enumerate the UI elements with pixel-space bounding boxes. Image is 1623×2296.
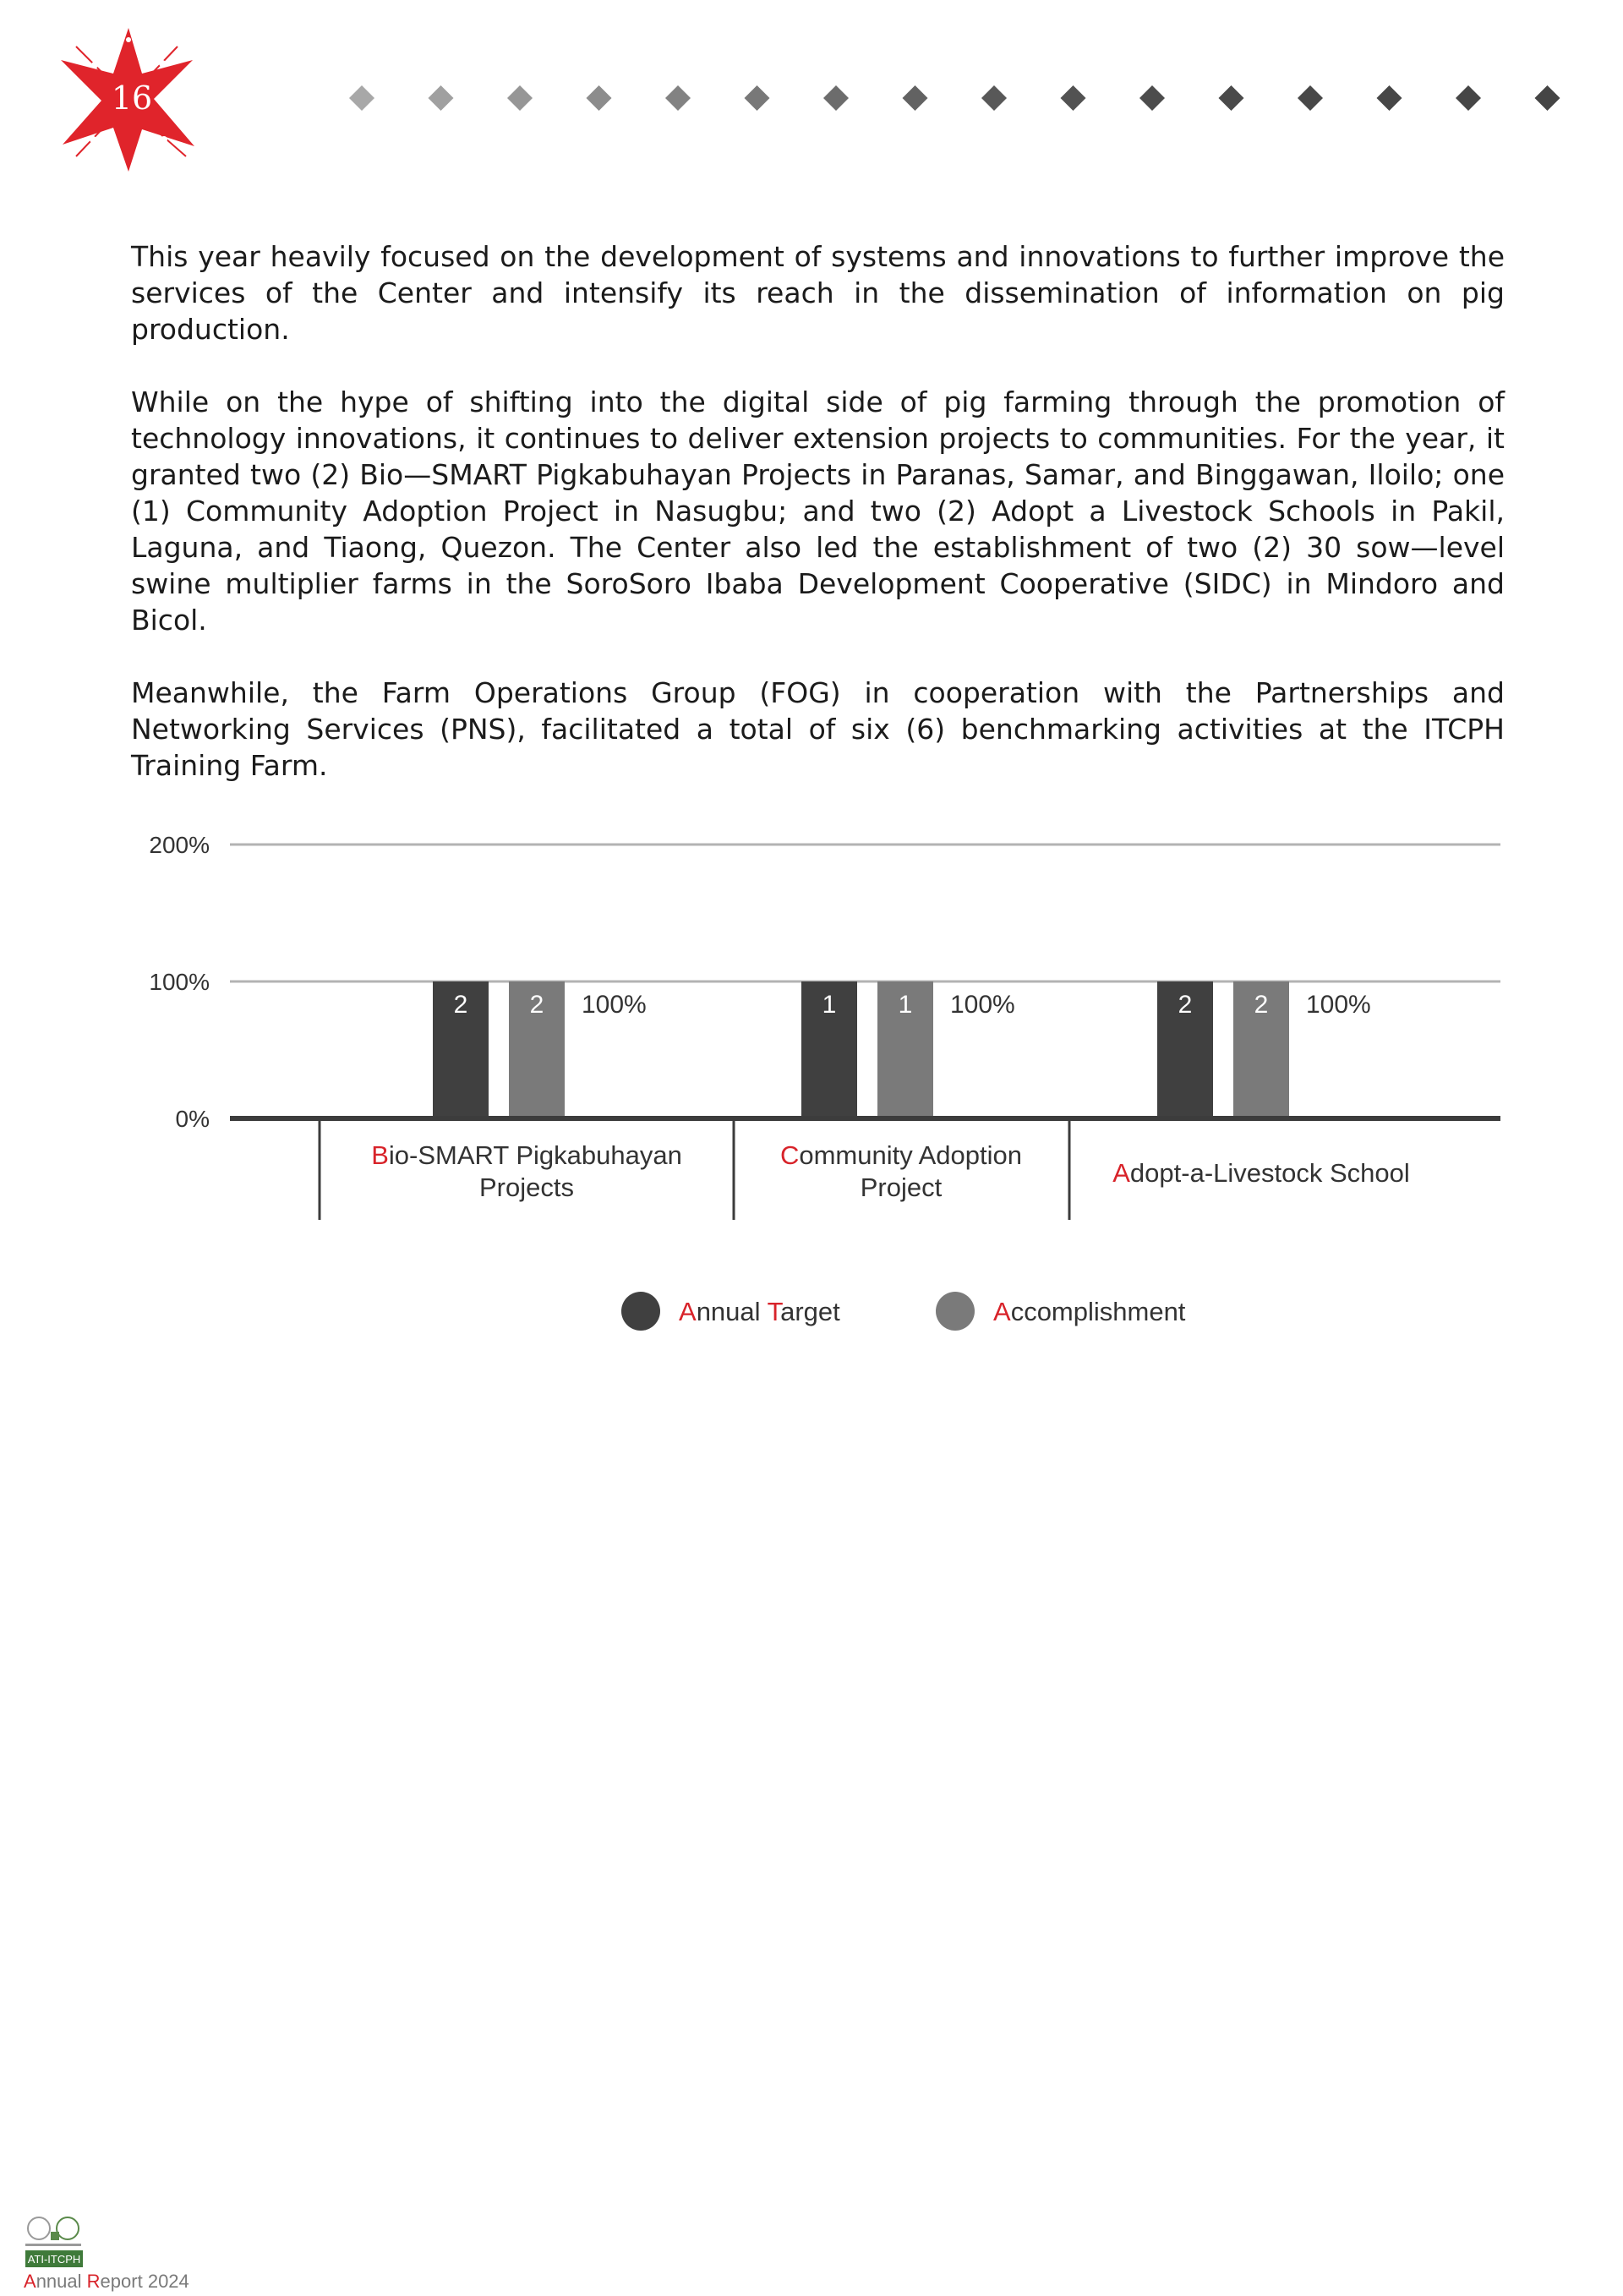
y-tick-label: 200% (149, 832, 210, 858)
paragraph-1: This year heavily focused on the development of systems and innovations to further improve the services of the Center and intensify its reach in the dissemination of information on pig production. (131, 240, 1505, 346)
rate-label: 100% (1306, 991, 1371, 1019)
category-label: Bio-SMART Pigkabuhayan (371, 1140, 682, 1170)
bar-value-label: 2 (1178, 991, 1193, 1019)
category-label: Project (860, 1173, 943, 1202)
bar-value-label: 1 (822, 991, 837, 1019)
paragraph-3: Meanwhile, the Farm Operations Group (FOG) in cooperation with the Partnerships and Networking Services (PNS), facilitated a total of six (6) benchmarking activities at the ITCPH Training Farm. (131, 676, 1505, 782)
legend-label: Accomplishment (993, 1297, 1186, 1326)
rate-label: 100% (950, 991, 1015, 1019)
logo-caption: ATI-ITCPH (27, 2253, 81, 2266)
bar-value-label: 2 (1254, 991, 1269, 1019)
paragraph-2: While on the hype of shifting into the digital side of pig farming through the promotion of technology innovations, it continues to deliver extension projects to communities. For the year, it granted two (2) Bio—SMART Pigkabuhayan Projects in Paranas, Samar, and Binggawan, Iloilo; one (1) Community Adoption Project in Nasugbu; and two (2) Adopt a Livestock Schools in Pakil, Laguna, and Tiaong, Quezon. The Center also led the establishment of two (2) 30 sow—level swine multiplier farms in the SoroSoro Ibaba Development Cooperative (SIDC) in Mindoro and Bicol. (131, 385, 1505, 637)
bar-value-label: 1 (898, 991, 913, 1019)
bar-value-label: 2 (529, 991, 544, 1019)
y-tick-label: 100% (149, 969, 210, 995)
category-label: Projects (479, 1173, 574, 1202)
bar-value-label: 2 (453, 991, 468, 1019)
page-number: 16 (111, 79, 153, 117)
category-label: Adopt-a-Livestock School (1112, 1158, 1410, 1188)
legend-swatch (621, 1292, 660, 1331)
legend-label: Annual Target (679, 1297, 840, 1326)
legend-swatch (936, 1292, 975, 1331)
footer-report-title: Annual Report 2024 (24, 2271, 189, 2292)
y-tick-label: 0% (175, 1106, 210, 1132)
category-label: Community Adoption (779, 1140, 1023, 1170)
ati-itcph-logo (24, 2215, 88, 2272)
rate-label: 100% (582, 991, 647, 1019)
